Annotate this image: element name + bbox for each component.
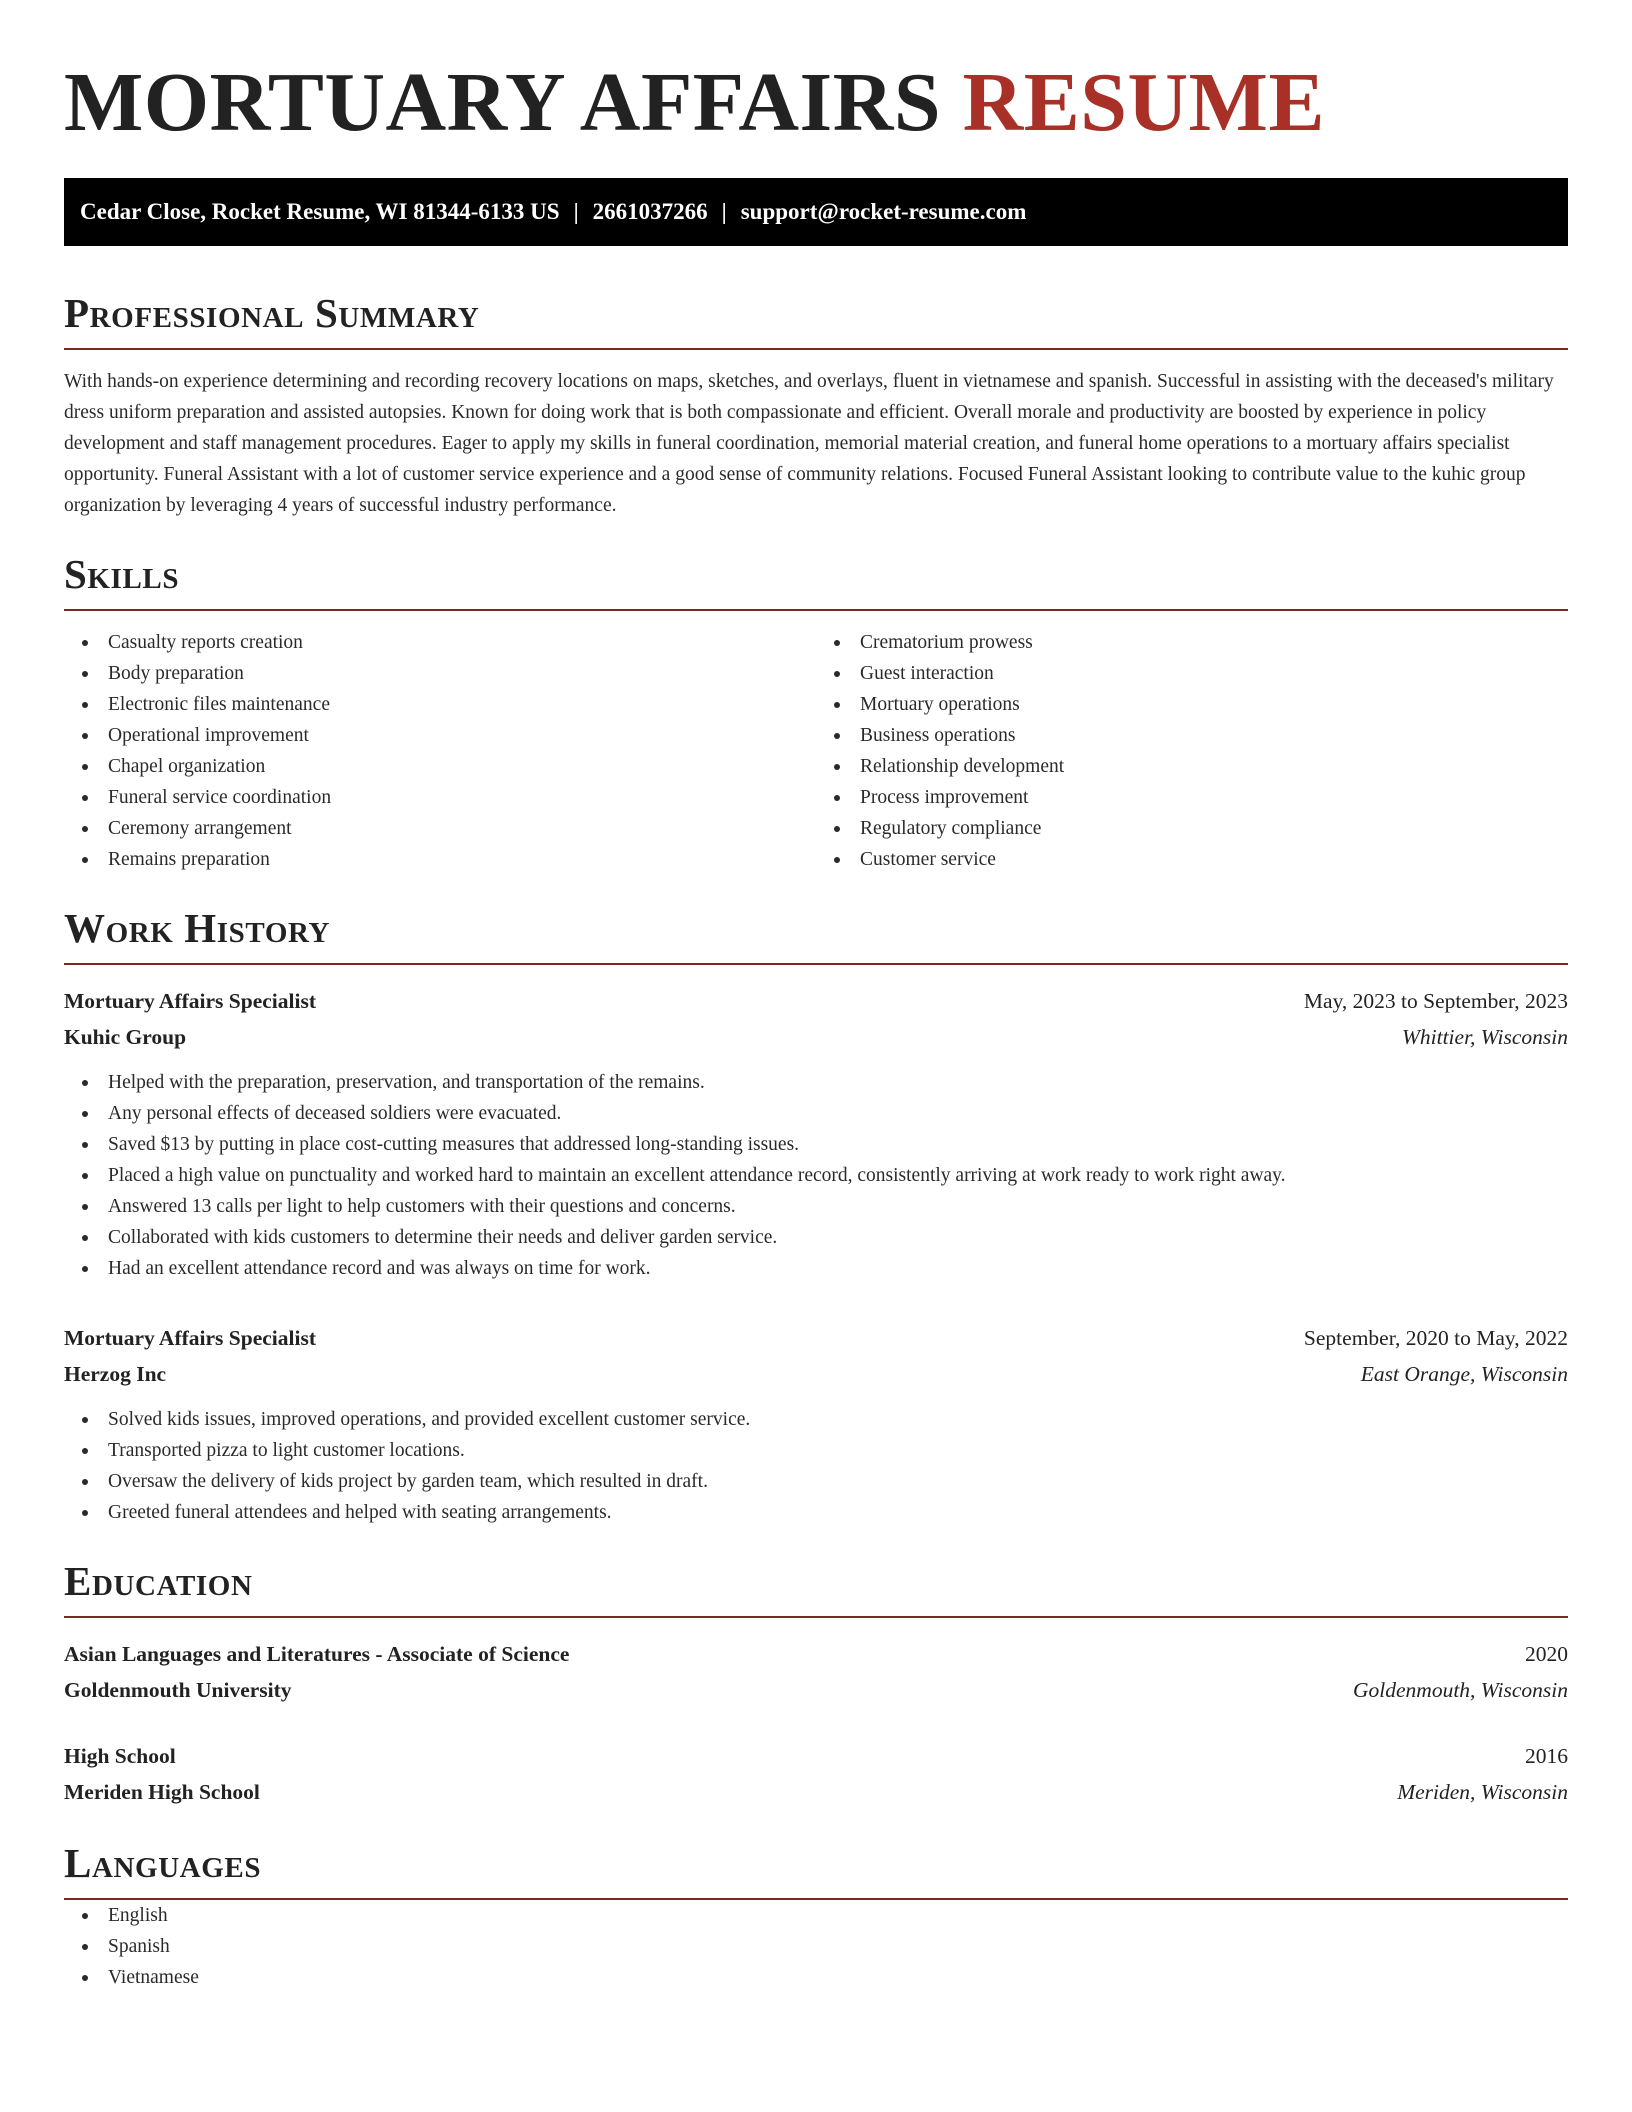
skill-item: Regulatory compliance [816, 813, 1568, 844]
job-company-row [64, 1019, 1568, 1055]
contact-separator: | [573, 199, 579, 224]
education-location: Meriden, Wisconsin [1397, 1780, 1568, 1804]
skill-item: Electronic files maintenance [64, 689, 816, 720]
summary-text: With hands-on experience determining and recording recovery locations on maps, sketches, and overlays, fluent in vietnamese and spanish. Successful in assisting with the deceased's military dress uniform preparation and assisted autopsies. Known for doing work that is both compassionate and efficient. Overall morale and productivity are boosted by experience in policy development and staff management procedures. Eager to apply my skills in funeral coordination, memorial material creation, and funeral home operations to a mortuary affairs specialist opportunity. Funeral Assistant with a lot of customer service experience and a good sense of community relations. Focused Funeral Assistant looking to contribute value to the kuhic group organization by leveraging 4 years of successful industry performance. [64, 371, 1554, 516]
skill-item: Funeral service coordination [64, 782, 816, 813]
contact-phone: 2661037266 [592, 199, 708, 224]
job-title-row [64, 983, 1568, 1019]
skills-section [64, 551, 1568, 875]
job-duty: Oversaw the delivery of kids project by garden team, which resulted in draft. [64, 1466, 1568, 1497]
job-duty: Had an excellent attendance record and was always on time for work. [64, 1253, 1568, 1284]
education-location: Goldenmouth, Wisconsin [1353, 1678, 1568, 1702]
skill-item: Business operations [816, 720, 1568, 751]
languages-section [64, 1840, 1568, 1993]
contact-address: Cedar Close, Rocket Resume, WI 81344-6133 US [80, 199, 560, 224]
skill-item: Crematorium prowess [816, 627, 1568, 658]
section-heading-skills: Skills [64, 551, 1568, 611]
job-duty: Solved kids issues, improved operations, and provided excellent customer service. [64, 1404, 1568, 1435]
skill-item: Casualty reports creation [64, 627, 816, 658]
job-duty: Greeted funeral attendees and helped with seating arrangements. [64, 1497, 1568, 1528]
education-year: 2016 [1525, 1744, 1568, 1768]
title-main: MORTUARY AFFAIRS [64, 56, 963, 149]
skill-item: Guest interaction [816, 658, 1568, 689]
skills-column-right [816, 627, 1568, 875]
job-duties-list [64, 1067, 1568, 1284]
resume-title [64, 56, 1568, 149]
skill-item: Process improvement [816, 782, 1568, 813]
job-dates: May, 2023 to September, 2023 [1303, 989, 1568, 1013]
job-company-row [64, 1356, 1568, 1392]
job-title-row [64, 1320, 1568, 1356]
education-school-row [64, 1672, 1568, 1708]
skill-item: Mortuary operations [816, 689, 1568, 720]
skills-column-left [64, 627, 816, 875]
education-entry [64, 1636, 1568, 1708]
job-duty: Transported pizza to light customer locations. [64, 1435, 1568, 1466]
job-duty: Collaborated with kids customers to determine their needs and deliver garden service. [64, 1222, 1568, 1253]
language-item: Spanish [64, 1931, 1568, 1962]
job-title: Mortuary Affairs Specialist [64, 1326, 316, 1350]
language-item: Vietnamese [64, 1962, 1568, 1993]
job-entry [64, 983, 1568, 1284]
language-item: English [64, 1900, 1568, 1931]
education-entry [64, 1738, 1568, 1810]
skills-list-left [64, 627, 816, 875]
job-entry [64, 1320, 1568, 1528]
job-duty: Saved $13 by putting in place cost-cutting measures that addressed long-standing issues. [64, 1129, 1568, 1160]
education-degree-row [64, 1738, 1568, 1774]
skill-item: Remains preparation [64, 844, 816, 875]
job-location: East Orange, Wisconsin [1360, 1362, 1568, 1386]
section-heading-summary: Professional Summary [64, 290, 1568, 350]
job-duty: Any personal effects of deceased soldiers were evacuated. [64, 1098, 1568, 1129]
education-school: Meriden High School [64, 1780, 260, 1804]
section-heading-languages: Languages [64, 1840, 1568, 1900]
skills-list-right [816, 627, 1568, 875]
education-school: Goldenmouth University [64, 1678, 292, 1702]
job-company: Kuhic Group [64, 1025, 187, 1049]
section-heading-work-history: Work History [64, 905, 1568, 965]
summary-section [64, 290, 1568, 521]
job-duty: Helped with the preparation, preservation, and transportation of the remains. [64, 1067, 1568, 1098]
skill-item: Body preparation [64, 658, 816, 689]
skill-item: Ceremony arrangement [64, 813, 816, 844]
title-accent: RESUME [962, 56, 1325, 149]
job-title: Mortuary Affairs Specialist [64, 989, 316, 1013]
skills-grid [64, 627, 1568, 875]
job-company: Herzog Inc [64, 1362, 167, 1386]
contact-bar [64, 178, 1568, 246]
languages-list [64, 1900, 1568, 1993]
education-section [64, 1558, 1568, 1810]
contact-separator: | [721, 199, 727, 224]
section-heading-education: Education [64, 1558, 1568, 1618]
job-dates: September, 2020 to May, 2022 [1303, 1326, 1568, 1350]
job-location: Whittier, Wisconsin [1401, 1025, 1568, 1049]
education-year: 2020 [1525, 1642, 1568, 1666]
skill-item: Operational improvement [64, 720, 816, 751]
education-degree: Asian Languages and Literatures - Associate of Science [64, 1642, 570, 1666]
skill-item: Customer service [816, 844, 1568, 875]
education-school-row [64, 1774, 1568, 1810]
skill-item: Relationship development [816, 751, 1568, 782]
skill-item: Chapel organization [64, 751, 816, 782]
work-history-section [64, 905, 1568, 1528]
job-duty: Placed a high value on punctuality and worked hard to maintain an excellent attendance record, consistently arriving at work ready to work right away. [64, 1160, 1568, 1191]
contact-email[interactable]: support@rocket-resume.com [740, 199, 1027, 224]
education-degree: High School [64, 1744, 176, 1768]
job-duties-list [64, 1404, 1568, 1528]
job-duty: Answered 13 calls per light to help customers with their questions and concerns. [64, 1191, 1568, 1222]
education-degree-row [64, 1636, 1568, 1672]
